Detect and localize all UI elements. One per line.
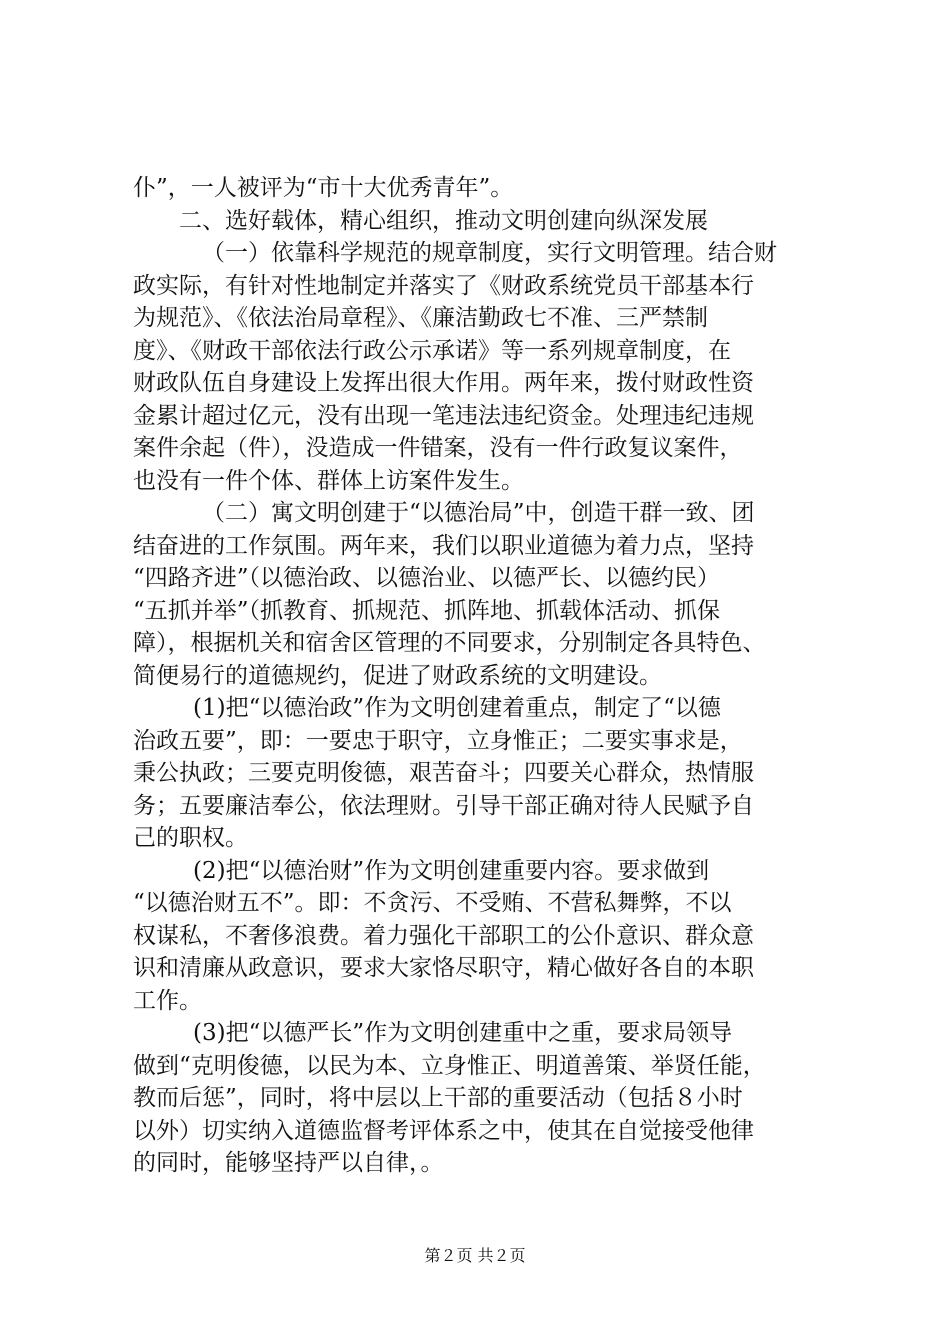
text-line: “五抓并举”（抓教育、抓规范、抓阵地、抓载体活动、抓保: [133, 597, 721, 624]
text-line: 识和清廉从政意识，要求大家恪尽职守，精心做好各自的本职: [133, 955, 754, 981]
text-line: 务；五要廉洁奉公，依法理财。引导干部正确对待人民赋予自: [133, 792, 754, 819]
text-line: “以德治财五不”。即：不贪污、不受贿、不营私舞弊，不以: [133, 890, 732, 916]
text-line: （二）寓文明创建于“以德治局”中，创造干群一致、团: [202, 500, 755, 526]
text-line: (3)把“以德严长”作为文明创建重中之重，要求局领导: [193, 1020, 733, 1046]
text-line: 仆”，一人被评为“市十大优秀青年”。: [133, 175, 514, 201]
document-body: [133, 172, 833, 1180]
text-line: 障），根据机关和宿舍区管理的不同要求，分别制定各具特色、: [133, 630, 766, 656]
text-line: (1)把“以德治政”作为文明创建着重点，制定了“以德: [193, 695, 721, 721]
text-line: 政实际，有针对性地制定并落实了《财政系统党员干部基本行: [133, 272, 754, 299]
text-line: “四路齐进”（以德治政、以德治业、以德严长、以德约民）: [133, 565, 721, 591]
text-line: 度》、《财政干部依法行政公示承诺》等一系列规章制度，在: [133, 337, 731, 364]
text-line: （一）依靠科学规范的规章制度，实行文明管理。结合财: [202, 240, 777, 266]
text-line: 的同时，能够坚持严以自律，。: [133, 1150, 444, 1176]
text-line: 己的职权。: [133, 825, 248, 851]
text-line: 工作。: [133, 987, 202, 1014]
text-line: 治政五要”，即：一要忠于职守，立身惟正；二要实事求是，: [133, 727, 743, 754]
text-line: 简便易行的道德规约，促进了财政系统的文明建设。: [133, 662, 662, 689]
text-line: 金累计超过亿元，没有出现一笔违法违纪资金。处理违纪违规: [133, 402, 754, 429]
text-line: 以外）切实纳入道德监督考评体系之中，使其在自觉接受他律: [133, 1117, 754, 1144]
text-line: 也没有一件个体、群体上访案件发生。: [133, 467, 524, 494]
text-line: 案件余起（件），没造成一件错案，没有一件行政复议案件，: [133, 435, 743, 461]
section-heading: 二、选好载体，精心组织，推动文明创建向纵深发展: [179, 207, 708, 234]
text-line: 教而后惩”，同时，将中层以上干部的重要活动（包括８小时: [133, 1085, 743, 1111]
text-line: 为规范》、《依法治局章程》、《廉洁勤政七不准、三严禁制: [133, 305, 708, 331]
text-line: (2)把“以德治财”作为文明创建重要内容。要求做到: [193, 857, 710, 884]
text-line: 财政队伍自身建设上发挥出很大作用。两年来，拨付财政性资: [133, 370, 754, 396]
text-line: 权谋私，不奢侈浪费。着力强化干部职工的公仆意识、群众意: [133, 922, 754, 949]
page-number-footer: 第２页 共２页: [424, 1246, 526, 1265]
text-line: 秉公执政；三要克明俊德，艰苦奋斗；四要关心群众，热情服: [133, 760, 754, 786]
text-line: 结奋进的工作氛围。两年来，我们以职业道德为着力点，坚持: [133, 532, 754, 559]
text-line: 做到“克明俊德，以民为本、立身惟正、明道善策、举贤任能，: [133, 1052, 766, 1079]
